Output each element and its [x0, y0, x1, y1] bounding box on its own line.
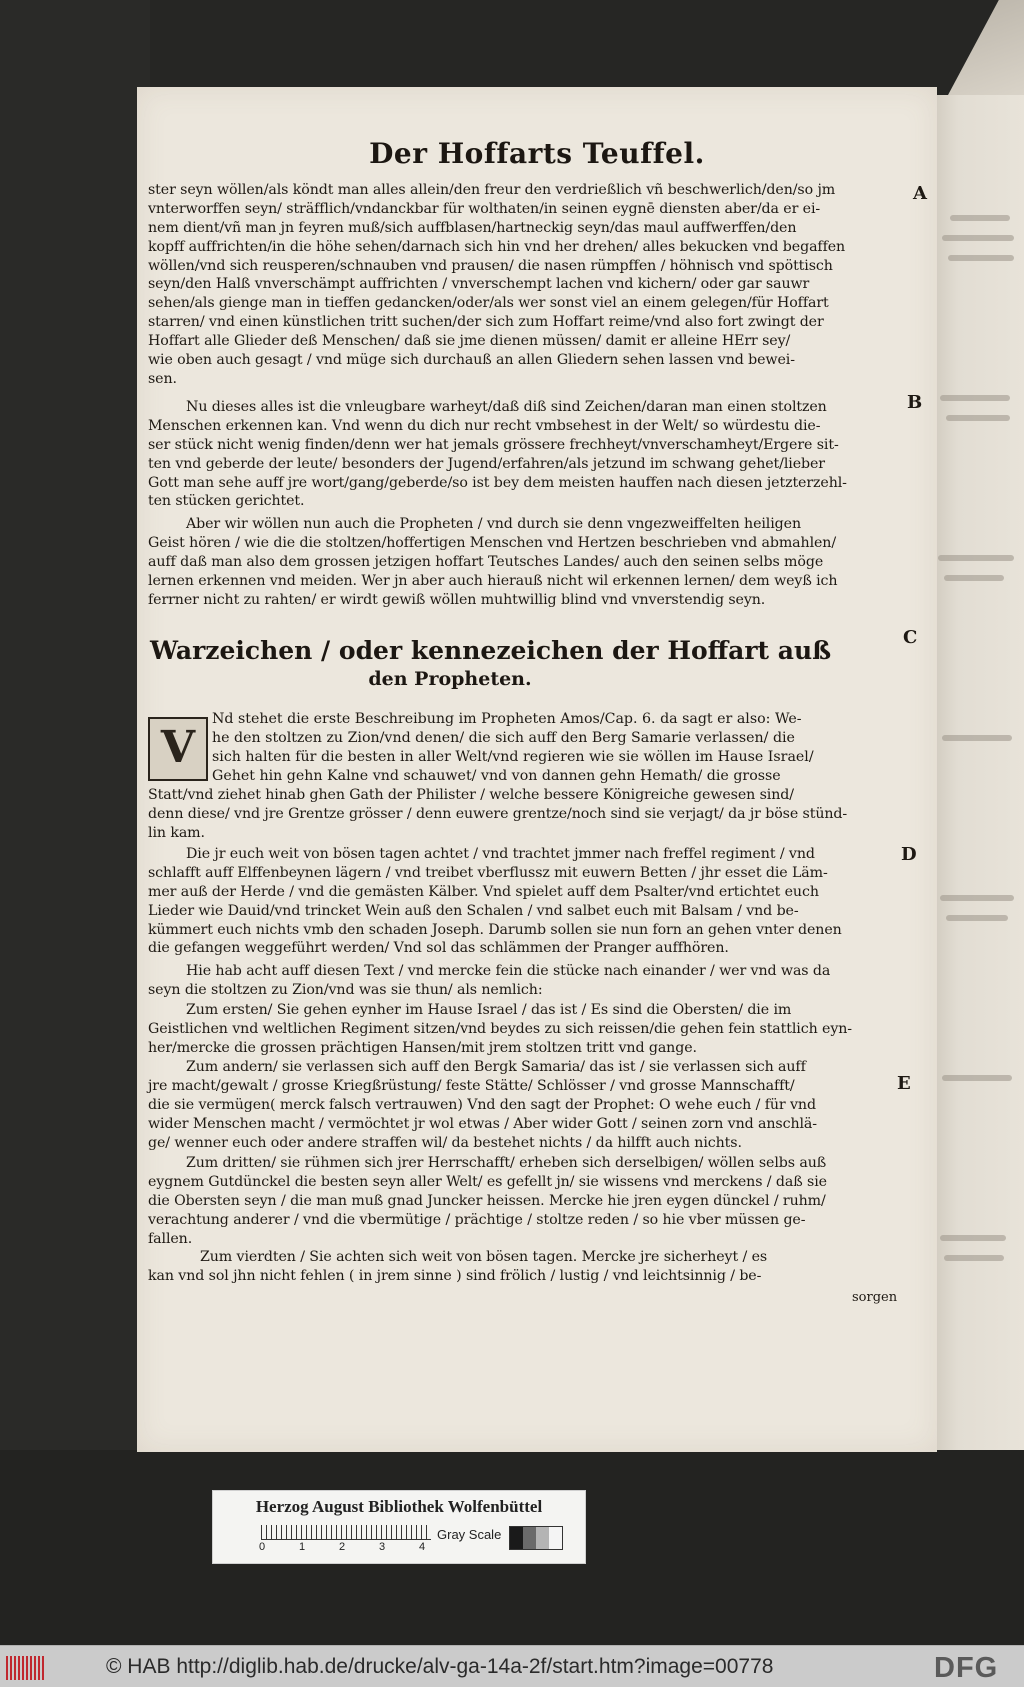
text-line: kopff auffrichten/in die höhe sehen/darnach sich hin vnd her drehen/ alles bekucken vnd begaffen [148, 238, 846, 255]
text-line: Zum vierdten / Sie achten sich weit von bösen tagen. Mercke jre sicherheyt / es [200, 1249, 768, 1265]
text-line: lin kam. [148, 824, 205, 841]
text-line: Nu dieses alles ist die vnleugbare warheyt/daß diß sind Zeichen/daran man einen stoltzen [186, 399, 827, 415]
gray-scale-label: Gray Scale [437, 1527, 502, 1542]
ruler-number: 1 [299, 1541, 306, 1553]
text-line: kan vnd sol jhn nicht fehlen ( in jrem sinne ) sind frölich / lustig / vnd leichtsinnig / be- [148, 1267, 762, 1284]
hab-logo-icon [6, 1656, 44, 1680]
margin-marker-b: B [907, 392, 923, 413]
text-line: wie oben auch gesagt / vnd müge sich durchauß an allen Gliedern sehen lassen vnd bewei- [148, 352, 795, 369]
text-line: nem dient/vñ man jn feyren muß/sich auffblasen/hartneckig seyn/das maul auffwerffen/den [148, 219, 797, 236]
text-line: kümmert euch nichts vmb den schaden Joseph. Darumb sollen sie nun forn an gehen vnter denen [148, 921, 842, 938]
text-line: jre macht/gewalt / grosse Kriegßrüstung/ feste Stätte/ Schlösser / vnd grosse Mannschafft/ [148, 1077, 795, 1094]
section-heading [150, 636, 832, 692]
text-line: schlafft auff Elffenbeynen lägern / vnd treibet vberflussz mit euwern Betten / jhr esset die Läm- [148, 864, 828, 881]
text-line: Geist hören / wie die die stoltzen/hoffertigen Menschen vnd Hertzen beschrieben vnd abmahlen/ [148, 534, 837, 551]
gray-swatch [510, 1527, 523, 1549]
text-line: Gott man sehe auff jre wort/gang/geberde/so ist bey dem meisten hauffen nach diesen jetzterzehl- [148, 474, 847, 491]
paragraph-3 [148, 515, 908, 609]
text-line: eygnem Gutdünckel die besten seyn aller Welt/ es gefellt jn/ sie wissens vnd merckens / daß sie [148, 1173, 827, 1190]
paragraph-10 [148, 1248, 908, 1286]
text-line: Zum dritten/ sie rühmen sich jrer Herrschafft/ erheben sich derselbigen/ wöllen selbs auß [186, 1155, 827, 1171]
text-line: mer auß der Herde / vnd die gemästen Kälber. Vnd spielet auff dem Psalter/vnd ertichtet euch [148, 883, 819, 900]
text-line: ser stück nicht wenig finden/denn wer hat jemals grössere frechheyt/vnverschamheyt/Ergere sit- [148, 436, 839, 453]
text-line: die gefangen weggeführt werden/ Vnd sol das schlämmen der Pranger auffhören. [148, 940, 729, 957]
text-line: Nd stehet die erste Beschreibung im Propheten Amos/Cap. 6. da sagt er also: We- [212, 711, 802, 727]
text-line: fallen. [148, 1230, 193, 1247]
text-line: sen. [148, 370, 177, 387]
text-line: Zum ersten/ Sie gehen eynher im Hause Israel / das ist / Es sind die Obersten/ die im [186, 1002, 792, 1018]
margin-marker-e: E [897, 1073, 911, 1094]
text-line: wider Menschen macht / vermöchtet jr wol etwas / Aber wider Gott / seinen zorn vnd anschlä- [148, 1115, 817, 1132]
text-line: vnterworffen seyn/ sträfflich/vndanckbar für wolthaten/in seinen eygnē diensten aber/da er ei- [148, 200, 821, 217]
text-line: denn diese/ vnd jre Grentze grösser / denn euwere grentze/noch sind sie verjagt/ da jr böse stünd- [148, 805, 848, 822]
text-line: sehen/als gienge man in tieffen gedancken/oder/als wer sonst viel an einem gelegen/für Hoffart [148, 295, 829, 312]
paragraph-4-dropcap-lines [212, 710, 902, 786]
text-line: ge/ wenner euch oder andere straffen wil/ da bestehet nichts / da hilfft auch nichts. [148, 1134, 742, 1151]
paragraph-2 [148, 398, 908, 511]
paragraph-4 [148, 786, 908, 843]
gray-scale-swatches [509, 1526, 563, 1550]
source-credit-link[interactable]: © HAB http://diglib.hab.de/drucke/alv-ga-14a-2f/start.htm?image=00778 [106, 1655, 774, 1678]
section-heading-line-1: Warzeichen / oder kennezeichen der Hoffart auß [150, 636, 832, 665]
dfg-logo: DFG [934, 1652, 999, 1684]
text-line: die Obersten seyn / die man muß gnad Juncker heissen. Mercke hie jren eygen dünckel / ruhm/ [148, 1192, 826, 1209]
text-line: auff daß man also dem grossen jetzigen hoffart Teutsches Landes/ auch den seinen selbs möge [148, 553, 824, 570]
text-line: Zum andern/ sie verlassen sich auff den Bergk Samaria/ das ist / sie verlassen sich auff [186, 1059, 806, 1075]
text-line: Lieder wie Dauid/vnd trincket Wein auß den Schalen / vnd salbet euch mit Balsam / vnd be- [148, 902, 799, 919]
measurement-ruler [261, 1525, 431, 1540]
gray-swatch [523, 1527, 536, 1549]
text-line: starren/ vnd einen künstlichen tritt suchen/der sich zum Hoffart reime/vnd also fort zwingt der [148, 314, 824, 331]
ruler-number: 4 [419, 1541, 426, 1553]
text-line: ster seyn wöllen/als köndt man alles allein/den freur den verdrießlich vñ beschwerlich/den/so jm [148, 182, 836, 198]
text-line: sich halten für die besten in aller Welt/vnd regieren wie sie wöllen im Hause Israel/ [212, 748, 814, 765]
text-line: die sie vermügen( merck falsch vertrauwen) Vnd den sagt der Prophet: O wehe euch / für vnd [148, 1096, 816, 1113]
text-line: seyn die stoltzen zu Zion/vnd was sie thun/ als nemlich: [148, 981, 543, 998]
text-line: ten stücken gerichtet. [148, 493, 305, 510]
paragraph-8 [148, 1058, 908, 1152]
section-heading-line-2: den Propheten. [368, 668, 532, 690]
paragraph-7 [148, 1001, 908, 1058]
margin-marker-d: D [901, 844, 917, 865]
text-line: Hoffart alle Glieder deß Menschen/ daß sie jme dienen müssen/ damit er alleine HErr sey/ [148, 333, 791, 350]
text-line: wöllen/vnd sich reusperen/schnauben vnd prausen/ die nasen rümpffen / höhnisch vnd spöttisch [148, 257, 833, 274]
ornamental-initial: V [148, 717, 208, 781]
paragraph-1 [148, 181, 908, 389]
adjacent-page-corner [940, 0, 1024, 110]
institution-label: Herzog August Bibliothek Wolfenbüttel [255, 1497, 543, 1516]
ruler-number: 0 [259, 1541, 266, 1553]
gray-swatch [549, 1527, 562, 1549]
text-line: Geistlichen vnd weltlichen Regiment sitzen/vnd beydes zu sich reissen/die gehen fein stattlich eyn- [148, 1020, 852, 1037]
gray-swatch [536, 1527, 549, 1549]
text-line: lernen erkennen vnd meiden. Wer jn aber auch hierauß nicht wil erkennen lernen/ dem weyß ich [148, 572, 838, 589]
text-line: verachtung anderer / vnd die vbermütige / prächtige / stoltze reden / so hie vber müssen ge- [148, 1211, 806, 1228]
text-line: seyn/den Halß vnverschämpt auffrichten / vnverschempt lachen vnd kichern/ oder gar sauwr [148, 276, 810, 293]
text-line: Die jr euch weit von bösen tagen achtet / vnd trachtet jmmer nach freffel regiment / vnd [186, 846, 815, 862]
scan-backdrop-left [0, 0, 150, 1645]
text-line: Hie hab acht auff diesen Text / vnd mercke fein die stücke nach einander / wer vnd was da [186, 963, 831, 979]
text-line: ferrner nicht zu rahten/ er wirdt gewiß wöllen muhtwillig blind vnd vnverstendig seyn. [148, 591, 766, 608]
footer-bar [0, 1645, 1024, 1687]
text-line: her/mercke die grossen prächtigen Hansen/mit jrem stoltzen tritt vnd gange. [148, 1039, 697, 1056]
text-line: Statt/vnd ziehet hinab ghen Gath der Philister / welche bessere Königreiche gewesen sind/ [148, 787, 794, 803]
page-title: Der Hoffarts Teuffel. [369, 137, 705, 170]
text-line: Gehet hin gehn Kalne vnd schauwet/ vnd von dannen gehn Hemath/ die grosse [212, 767, 781, 784]
paragraph-9 [148, 1154, 908, 1248]
margin-marker-a: A [913, 183, 927, 204]
adjacent-page [930, 95, 1024, 1450]
text-line: Menschen erkennen kan. Vnd wenn du dich nur recht vmbsehest in der Welt/ so würdestu die- [148, 417, 821, 434]
text-line: Aber wir wöllen nun auch die Propheten / vnd durch sie denn vngezweiffelten heiligen [186, 516, 801, 532]
margin-marker-c: C [903, 627, 918, 648]
text-line: ten vnd geberde der leute/ besonders der Jugend/erfahren/als jetzund im schwang gehet/lieber [148, 455, 825, 472]
text-line: he den stoltzen zu Zion/vnd denen/ die sich auff den Berg Samarie verlassen/ die [212, 729, 795, 746]
paragraph-6 [148, 962, 908, 1000]
catchword: sorgen [852, 1290, 898, 1305]
paragraph-5 [148, 845, 908, 958]
ruler-number: 2 [339, 1541, 346, 1553]
color-calibration-card [212, 1490, 586, 1564]
ruler-number: 3 [379, 1541, 386, 1553]
